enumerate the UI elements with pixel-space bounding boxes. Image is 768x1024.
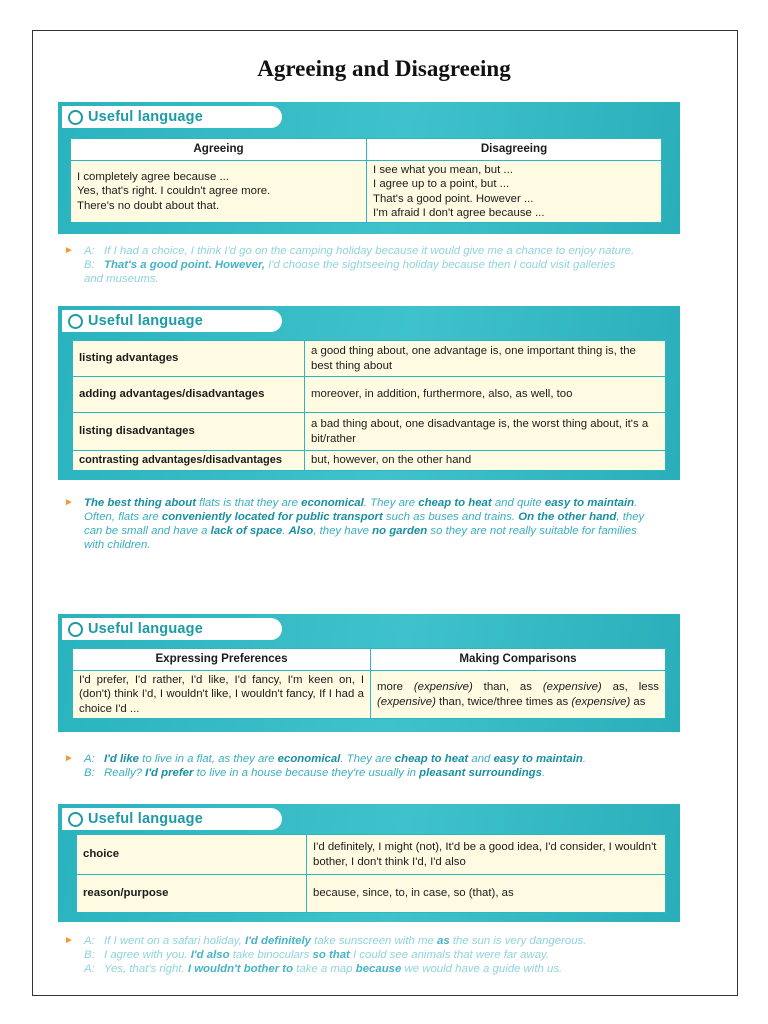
example-text: to live in a flat, as they are	[139, 753, 278, 765]
comparison-text: as	[630, 695, 646, 708]
example-text: Often, flats are	[84, 511, 162, 523]
table-row	[73, 413, 666, 451]
table-row	[73, 341, 666, 377]
panel-tab	[62, 808, 282, 830]
choice-table	[76, 834, 666, 913]
highlight-phrase: lack of space	[210, 525, 283, 537]
speaker-label: A:	[84, 753, 95, 765]
category-cell: adding advantages/disadvantages	[73, 377, 305, 413]
example-text: . They are	[363, 497, 419, 509]
example-text: such as buses and trains.	[382, 511, 519, 523]
highlight-phrase: That's a good point. However,	[104, 259, 265, 271]
triangle-arrow-icon: ►	[64, 497, 74, 508]
highlight-phrase: The best thing about	[84, 497, 196, 509]
triangle-arrow-icon: ►	[64, 935, 74, 946]
agreeing-cell	[71, 161, 367, 223]
speaker-label: B:	[84, 259, 95, 271]
highlight-phrase: as	[436, 935, 450, 947]
example-text: and	[468, 753, 494, 765]
phrase-cell: but, however, on the other hand	[305, 451, 666, 471]
disagree-phrase: I'm afraid I don't agree because ...	[373, 206, 545, 219]
preferences-table	[72, 648, 666, 719]
disagree-phrase: That's a good point. However ...	[373, 192, 534, 205]
example-text: .	[582, 753, 586, 765]
category-cell: contrasting advantages/disadvantages	[73, 451, 305, 471]
circle-icon	[68, 110, 83, 125]
comparisons-cell	[371, 671, 666, 719]
highlight-phrase: no garden	[372, 525, 428, 537]
example-text: so they are not really suitable for families	[427, 525, 637, 537]
disagree-phrase: I see what you mean, but ...	[373, 164, 513, 176]
example-text: I agree with you.	[104, 949, 191, 961]
example-text: If I had a choice, I think I'd go on the camping holiday because it would give me a chance to enjoy nature.	[104, 245, 635, 257]
panel-tab	[62, 310, 282, 332]
panel-tab	[62, 106, 282, 128]
speaker-label: B:	[84, 949, 95, 961]
panel-tab	[62, 618, 282, 640]
example-text: we would have a guide with us.	[401, 963, 563, 975]
example-text: take binoculars	[229, 949, 313, 961]
example-text: . They are	[340, 753, 395, 765]
example-text: the sun is very dangerous.	[449, 935, 587, 947]
useful-language-panel-advantages	[58, 306, 680, 480]
example-text: and quite	[491, 497, 545, 509]
highlight-phrase: pleasant surroundings	[419, 767, 542, 779]
advantages-table	[72, 340, 666, 471]
highlight-phrase: I'd definitely	[244, 935, 311, 947]
highlight-phrase: I wouldn't bother to	[187, 963, 294, 975]
comparison-italic: (expensive)	[542, 681, 602, 694]
phrase-cell: moreover, in addition, furthermore, also, as well, too	[305, 377, 666, 413]
agree-phrase: Yes, that's right. I couldn't agree more.	[77, 185, 271, 198]
highlight-phrase: I'd prefer	[145, 767, 194, 779]
comparison-text: more	[377, 681, 414, 694]
speaker-label: A:	[84, 963, 95, 975]
circle-icon	[68, 622, 83, 637]
header-agreeing: Agreeing	[71, 139, 367, 161]
category-cell: listing advantages	[73, 341, 305, 377]
example-dialogue-1	[64, 244, 684, 286]
header-making-comparisons: Making Comparisons	[371, 649, 666, 671]
agree-phrase: There's no doubt about that.	[77, 199, 220, 212]
table-row	[77, 875, 666, 913]
agree-disagree-table	[70, 138, 662, 223]
example-text: .	[282, 525, 289, 537]
example-text: I could see animals that were far away.	[349, 949, 550, 961]
speaker-label: B:	[84, 767, 95, 779]
speaker-label: A:	[84, 245, 95, 257]
triangle-arrow-icon: ►	[64, 753, 74, 764]
category-cell: choice	[77, 835, 307, 875]
comparison-italic: (expensive)	[571, 695, 631, 708]
phrase-cell: because, since, to, in case, so (that), as	[307, 875, 666, 913]
highlight-phrase: I'd also	[190, 949, 230, 961]
example-dialogue-3	[64, 752, 684, 780]
highlight-phrase: I'd like	[104, 753, 139, 765]
example-text: If I went on a safari holiday,	[104, 935, 245, 947]
example-text: .	[634, 497, 638, 509]
disagree-phrase: I agree up to a point, but ...	[373, 178, 510, 191]
highlight-phrase: easy to maintain	[493, 753, 583, 765]
example-text: I'd choose the sightseeing holiday because then I could visit galleries	[264, 259, 616, 271]
circle-icon	[68, 812, 83, 827]
comparison-text: as, less	[601, 681, 659, 694]
comparison-text: than, twice/three times as	[435, 695, 572, 708]
phrase-cell: a good thing about, one advantage is, one important thing is, the best thing about	[305, 341, 666, 377]
header-disagreeing: Disagreeing	[367, 139, 662, 161]
example-text: take sunscreen with me	[310, 935, 437, 947]
highlight-phrase: Also	[288, 525, 314, 537]
panel-tab-label: Useful language	[88, 313, 203, 329]
highlight-phrase: On the other hand	[518, 511, 617, 523]
agree-phrase: I completely agree because ...	[77, 171, 229, 184]
circle-icon	[68, 314, 83, 329]
page-title: Agreeing and Disagreeing	[257, 56, 511, 81]
highlight-phrase: economical	[301, 497, 364, 509]
example-dialogue-4	[64, 934, 684, 976]
example-text: .	[541, 767, 546, 779]
panel-tab-label: Useful language	[88, 621, 203, 637]
table-row	[73, 451, 666, 471]
highlight-phrase: economical	[277, 753, 341, 765]
highlight-phrase: cheap to heat	[418, 497, 492, 509]
useful-language-panel-agreeing	[58, 102, 680, 234]
panel-tab-label: Useful language	[88, 811, 203, 827]
example-text: and museums.	[84, 273, 159, 285]
header-expressing-preferences: Expressing Preferences	[73, 649, 371, 671]
highlight-phrase: conveniently located for public transport	[161, 511, 383, 523]
example-text: Yes, that's right.	[104, 963, 188, 975]
highlight-phrase: cheap to heat	[394, 753, 469, 765]
highlight-phrase: easy to maintain	[544, 497, 635, 509]
example-text: Really?	[104, 767, 146, 779]
highlight-phrase: so that	[312, 949, 350, 961]
example-text: , they	[616, 511, 645, 523]
panel-tab-label: Useful language	[88, 109, 203, 125]
table-row	[77, 835, 666, 875]
example-paragraph-2	[64, 496, 684, 552]
phrase-cell: a bad thing about, one disadvantage is, the worst thing about, it's a bit/rather	[305, 413, 666, 451]
disagreeing-cell	[367, 161, 662, 223]
table-row	[73, 377, 666, 413]
comparison-italic: (expensive)	[377, 695, 436, 708]
useful-language-panel-choice	[58, 804, 680, 922]
example-text: , they have	[313, 525, 373, 537]
example-text: flats is that they are	[196, 497, 302, 509]
example-text: with children.	[84, 539, 151, 551]
category-cell: reason/purpose	[77, 875, 307, 913]
example-text: to live in a house because they're usually in	[193, 767, 420, 779]
comparison-italic: (expensive)	[413, 681, 473, 694]
example-text: can be small and have a	[84, 525, 211, 537]
preferences-cell: I'd prefer, I'd rather, I'd like, I'd fancy, I'm keen on, I (don't) think I'd, I wouldn't like, I wouldn't fancy, If I had a choice I'd ...	[73, 671, 371, 719]
speaker-label: A:	[84, 935, 95, 947]
category-cell: listing disadvantages	[73, 413, 305, 451]
phrase-cell: I'd definitely, I might (not), It'd be a good idea, I'd consider, I wouldn't bother, I don't think I'd, I'd also	[307, 835, 666, 875]
example-text: take a map	[293, 963, 356, 975]
highlight-phrase: because	[355, 963, 402, 975]
triangle-arrow-icon: ►	[64, 245, 74, 256]
useful-language-panel-preferences	[58, 614, 680, 732]
comparison-text: than, as	[472, 681, 543, 694]
